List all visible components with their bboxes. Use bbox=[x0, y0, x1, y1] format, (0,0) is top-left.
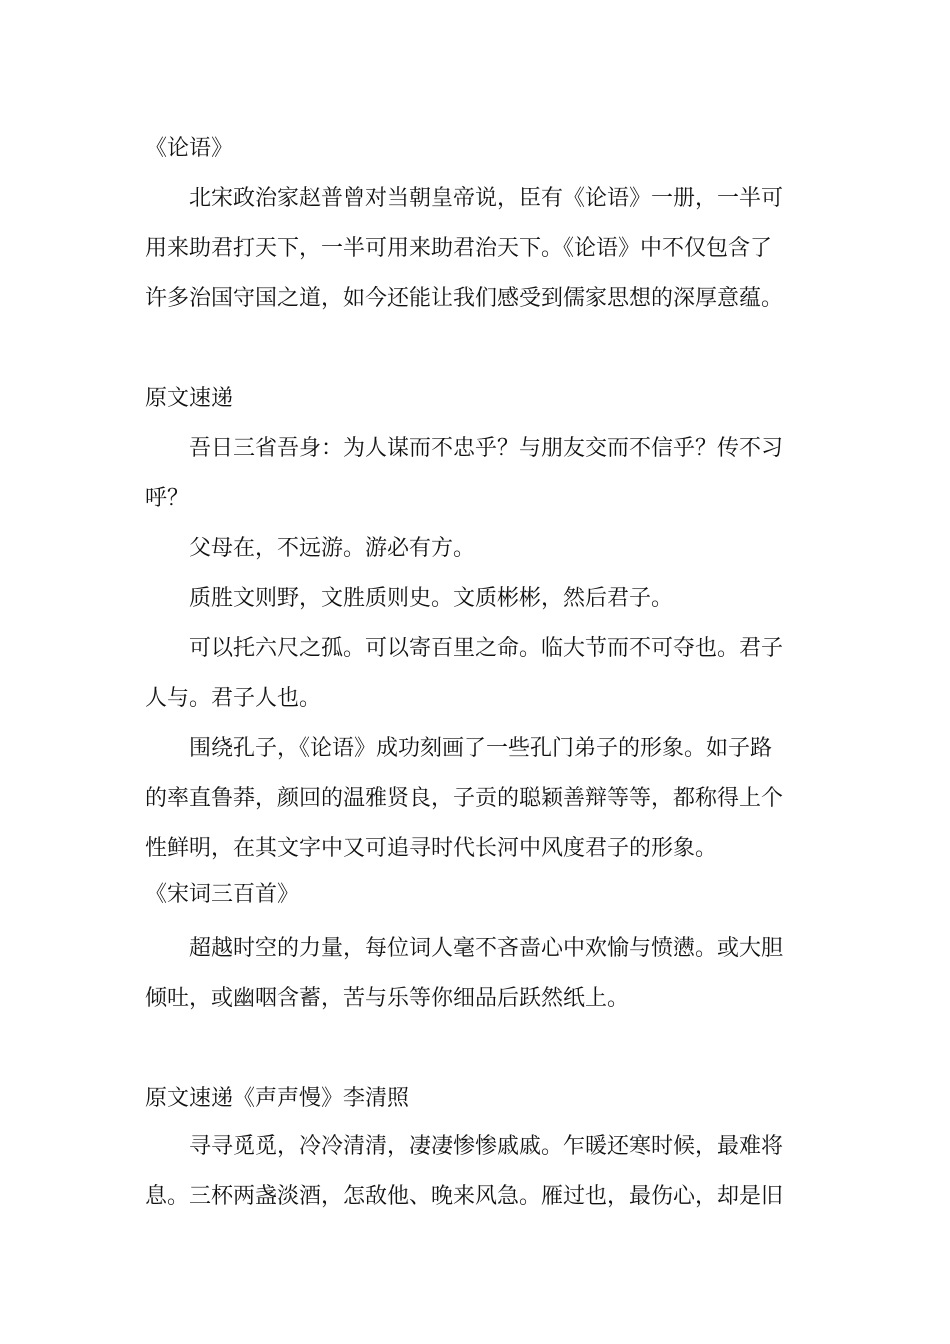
paragraph-line: 质胜文则野，文胜质则史。文质彬彬，然后君子。 bbox=[189, 586, 674, 611]
paragraph-line: 北宋政治家赵普曾对当朝皇帝说，臣有《论语》一册，一半可 bbox=[189, 186, 784, 211]
paragraph-line: 寻寻觅觅，冷冷清清，凄凄惨惨戚戚。乍暖还寒时候，最难将 bbox=[189, 1134, 784, 1159]
paragraph-line: 父母在，不远游。游必有方。 bbox=[189, 536, 476, 561]
paragraph-line: 许多治国守国之道，如今还能让我们感受到儒家思想的深厚意蕴。 bbox=[145, 286, 784, 311]
paragraph-line: 的率直鲁莽，颜回的温雅贤良，子贡的聪颖善辩等等，都称得上个 bbox=[145, 786, 784, 811]
paragraph-line: 呼？ bbox=[145, 486, 190, 511]
paragraph-line: 息。三杯两盏淡酒，怎敌他、晚来风急。雁过也，最伤心，却是旧 bbox=[145, 1184, 784, 1209]
heading-original-text: 原文速递 bbox=[145, 386, 234, 411]
paragraph-line: 人与。君子人也。 bbox=[145, 686, 322, 711]
paragraph-line: 性鲜明，在其文字中又可追寻时代长河中风度君子的形象。 bbox=[145, 836, 718, 861]
heading-original-text-shengshengman: 原文速递《声声慢》李清照 bbox=[145, 1086, 410, 1111]
heading-songci: 《宋词三百首》 bbox=[145, 882, 300, 907]
paragraph-line: 超越时空的力量，每位词人毫不吝啬心中欢愉与愤懑。或大胆 bbox=[189, 936, 784, 961]
paragraph-line: 可以托六尺之孤。可以寄百里之命。临大节而不可夺也。君子 bbox=[189, 636, 784, 661]
paragraph-line: 吾日三省吾身：为人谋而不忠乎？与朋友交而不信乎？传不习 bbox=[189, 436, 784, 461]
heading-lunyu: 《论语》 bbox=[145, 136, 234, 161]
paragraph-line: 围绕孔子，《论语》成功刻画了一些孔门弟子的形象。如子路 bbox=[189, 736, 773, 761]
paragraph-line: 用来助君打天下，一半可用来助君治天下。《论语》中不仅包含了 bbox=[145, 236, 773, 261]
paragraph-line: 倾吐，或幽咽含蓄，苦与乐等你细品后跃然纸上。 bbox=[145, 986, 630, 1011]
